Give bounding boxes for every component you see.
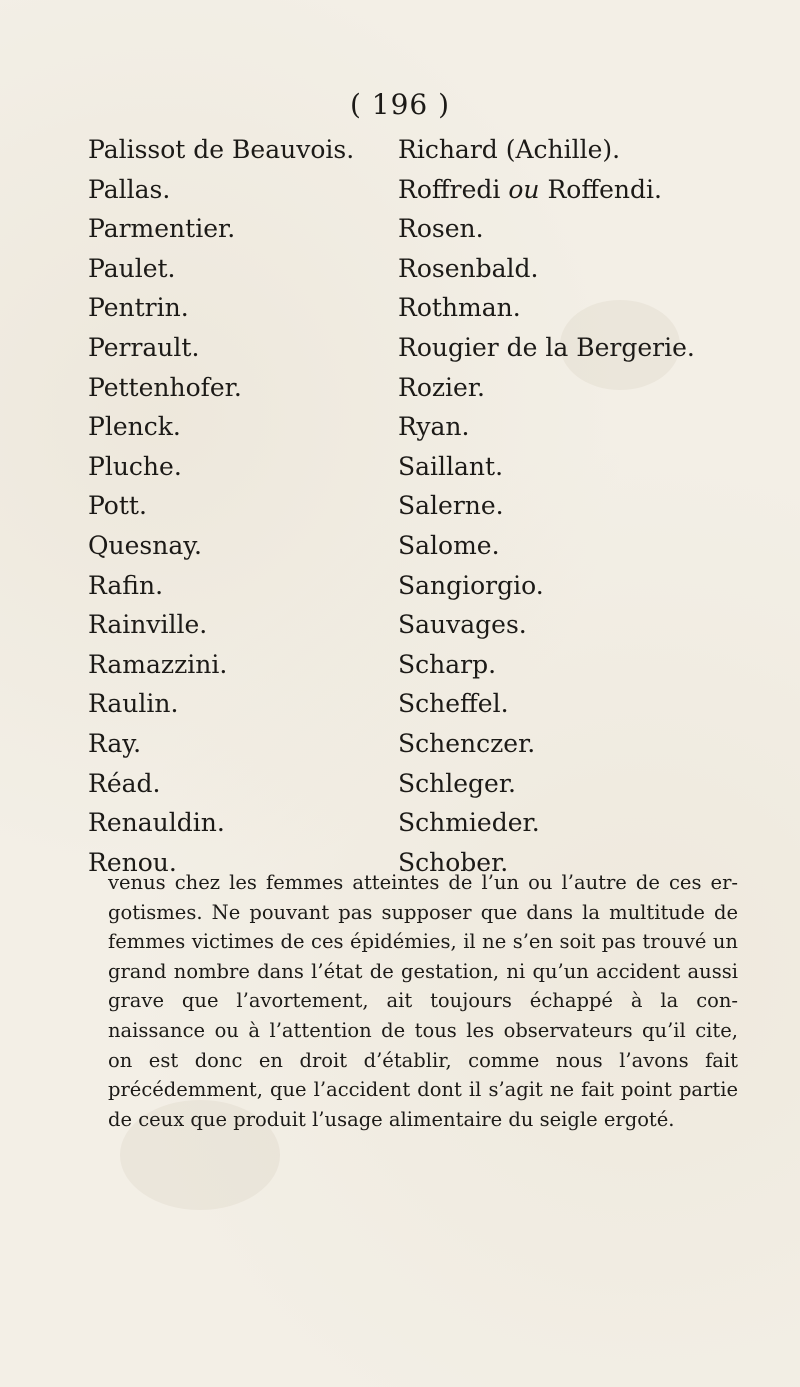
list-item: Schober. <box>398 847 509 877</box>
list-item: Rothman. <box>398 293 521 323</box>
list-item: Palissot de Beauvois. <box>88 135 355 164</box>
page-number: ( 196 ) <box>349 88 451 121</box>
list-item: Renou. <box>88 847 177 877</box>
list-item: Sangiorgio. <box>398 570 544 600</box>
list-item: Salome. <box>398 530 500 560</box>
name-list <box>88 130 768 877</box>
body-paragraph: venus chez les femmes atteintes de l’un ou l’autre de ces er- gotismes. Ne pouvant pas supposer que dans la multitude de femmes victimes de ces épidémies, il ne s’en soit pas trouvé un grand nombre dans l’état de gestation, ni qu’un accident aussi grave que l’avortement, ait toujours échappé à la con- naissance ou à l’attention de tous les observateurs qu’il cite, on est donc en droit d’établir, comme nous l’avons fait précédemment, que l’accident dont il s’agit ne fait point partie de ceux que produit l’usage alimentaire du seigle ergoté. <box>108 871 738 1131</box>
list-item: Saillant. <box>398 451 504 481</box>
list-item: Ray. <box>88 728 142 758</box>
list-item: Scheffel. <box>398 689 509 719</box>
list-item-variant <box>398 170 798 210</box>
list-item: Salerne. <box>398 491 504 521</box>
list-item: Scharp. <box>398 649 497 679</box>
list-item: Pallas. <box>88 174 171 204</box>
list-item: Paulet. <box>88 253 176 283</box>
name-column-right <box>398 130 798 882</box>
list-item: Schenczer. <box>398 728 536 758</box>
list-item: Richard (Achille). <box>398 135 621 164</box>
list-item: Réad. <box>88 768 161 798</box>
list-item: Parmentier. <box>88 214 236 244</box>
name-primary: Roffredi <box>398 174 501 204</box>
name-column-left <box>88 130 388 882</box>
list-item: Ramazzini. <box>88 649 228 679</box>
list-item: Rosen. <box>398 214 484 244</box>
list-item: Pott. <box>88 491 147 521</box>
list-item: Quesnay. <box>88 530 202 560</box>
list-item: Rainville. <box>88 610 208 640</box>
list-item: Schmieder. <box>398 808 540 838</box>
list-item: Rougier de la Bergerie. <box>398 332 695 362</box>
list-item: Pluche. <box>88 451 182 481</box>
list-item: Rozier. <box>398 372 485 402</box>
conjunction-italic: ou <box>508 174 540 204</box>
list-item: Perrault. <box>88 332 200 362</box>
list-item: Renauldin. <box>88 808 225 838</box>
list-item: Rosenbald. <box>398 253 539 283</box>
list-item: Rafin. <box>88 570 164 600</box>
list-item: Raulin. <box>88 689 179 719</box>
list-item: Pentrin. <box>88 293 189 323</box>
name-alternate: Roffendi. <box>547 174 662 204</box>
list-item: Schleger. <box>398 768 516 798</box>
list-item: Pettenhofer. <box>88 372 242 402</box>
list-item: Ryan. <box>398 412 470 442</box>
list-item: Sauvages. <box>398 610 527 640</box>
list-item: Plenck. <box>88 412 181 442</box>
